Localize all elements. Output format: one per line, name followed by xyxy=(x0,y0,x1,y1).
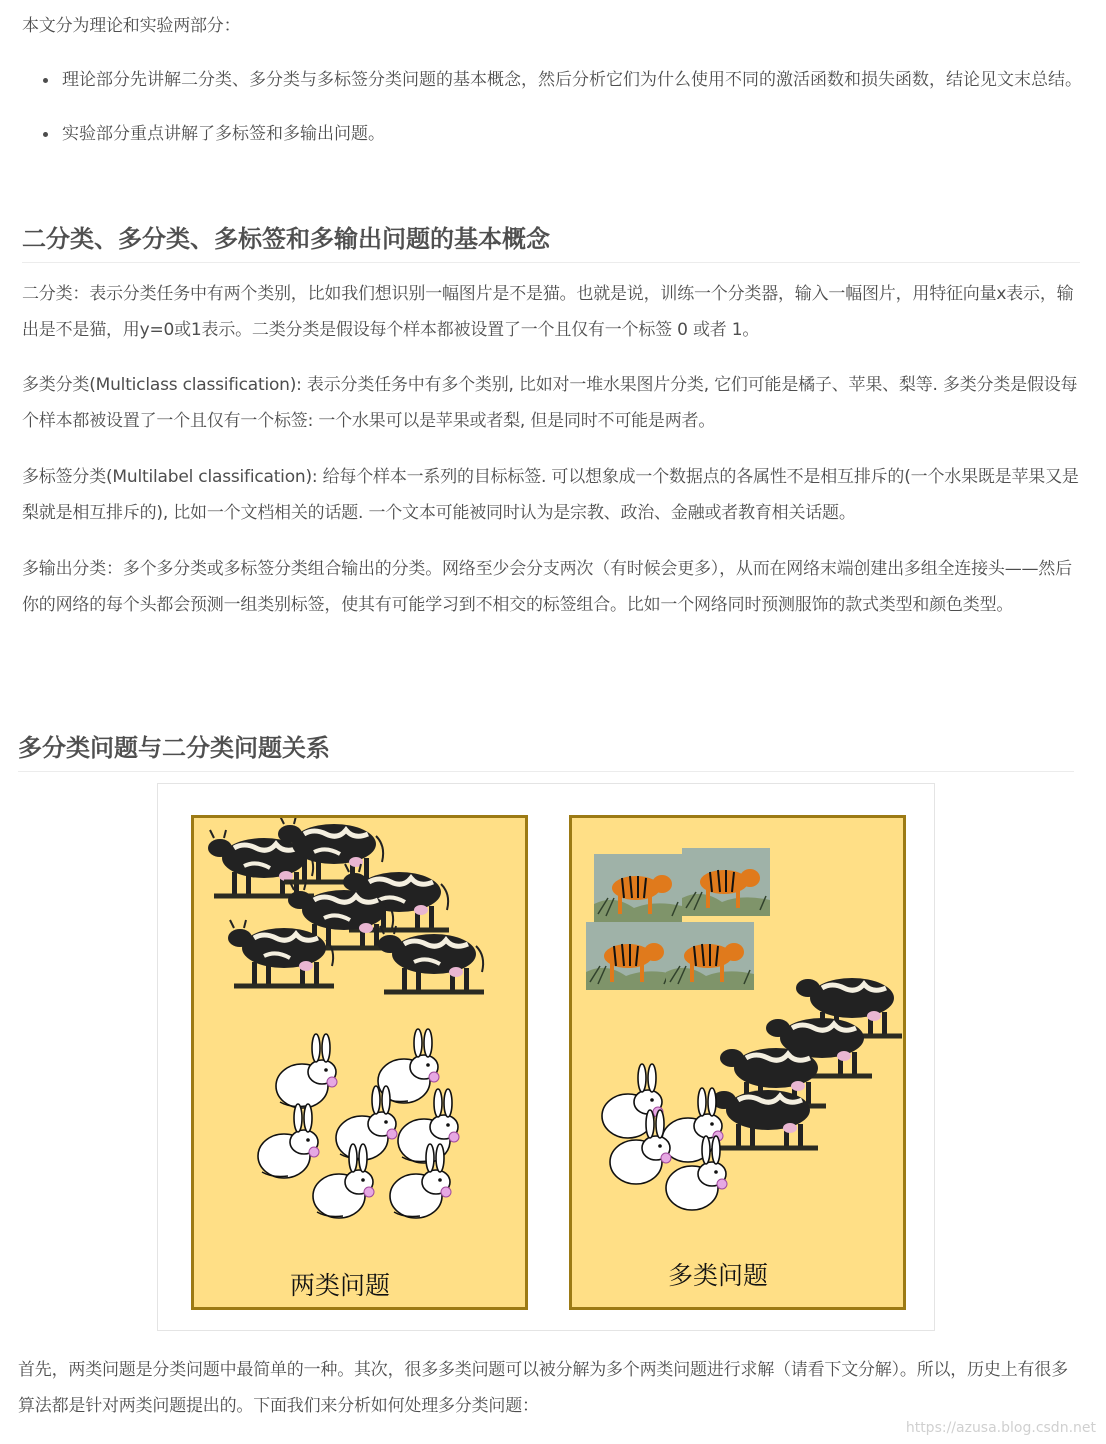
list-item: 理论部分先讲解二分类、多分类与多标签分类问题的基本概念，然后分析它们为什么使用不同的激活函数和损失函数，结论见文末总结。 xyxy=(22,62,1082,98)
section-heading-concepts: 二分类、多分类、多标签和多输出问题的基本概念 xyxy=(22,222,1080,263)
multiclass-problem-panel xyxy=(569,815,906,1310)
multiclass-problem-caption: 多类问题 xyxy=(668,1261,769,1290)
intro-bullet-list xyxy=(22,62,1082,170)
intro-text: 本文分为理论和实验两部分： xyxy=(22,16,241,36)
paragraph-multilabel: 多标签分类(Multilabel classification): 给每个样本一系列的目标标签. 可以想象成一个数据点的各属性不是相互排斥的(一个水果既是苹果又是梨就是相互排斥的), 比如一个文档相关的话题. 一个文本可能被同时认为是宗教、政治、金融或者教育相关话题。 xyxy=(22,467,1079,523)
binary-animals-illustration xyxy=(194,818,525,1307)
paragraph-multiclass: 多类分类(Multiclass classification): 表示分类任务中有多个类别, 比如对一堆水果图片分类, 它们可能是橘子、苹果、梨等. 多类分类是假设每个样本都被设置了一个且仅有一个标签: 一个水果可以是苹果或者梨, 但是同时不可能是两者。 xyxy=(22,375,1078,431)
paragraph-binary: 二分类：表示分类任务中有两个类别，比如我们想识别一幅图片是不是猫。也就是说，训练一个分类器，输入一幅图片，用特征向量x表示，输出是不是猫，用y=0或1表示。二类分类是假设每个样本都被设置了一个且仅有一个标签 0 或者 1。 xyxy=(22,284,1074,340)
binary-problem-panel xyxy=(191,815,528,1310)
multiclass-animals-illustration xyxy=(572,818,903,1307)
paragraph-relation: 首先，两类问题是分类问题中最简单的一种。其次，很多多类问题可以被分解为多个两类问题进行求解（请看下文分解）。所以，历史上有很多算法都是针对两类问题提出的。下面我们来分析如何处理多分类问题： xyxy=(18,1360,1068,1416)
binary-problem-caption: 两类问题 xyxy=(290,1271,391,1300)
watermark: https://azusa.blog.csdn.net xyxy=(905,1420,1096,1436)
list-item: 实验部分重点讲解了多标签和多输出问题。 xyxy=(22,116,1082,152)
classification-figure xyxy=(157,783,935,1331)
section-heading-relation: 多分类问题与二分类问题关系 xyxy=(18,731,1074,772)
paragraph-multioutput: 多输出分类：多个多分类或多标签分类组合输出的分类。网络至少会分支两次（有时候会更多），从而在网络末端创建出多组全连接头——然后你的网络的每个头都会预测一组类别标签，使其有可能学习到不相交的标签组合。比如一个网络同时预测服饰的款式类型和颜色类型。 xyxy=(22,559,1072,615)
